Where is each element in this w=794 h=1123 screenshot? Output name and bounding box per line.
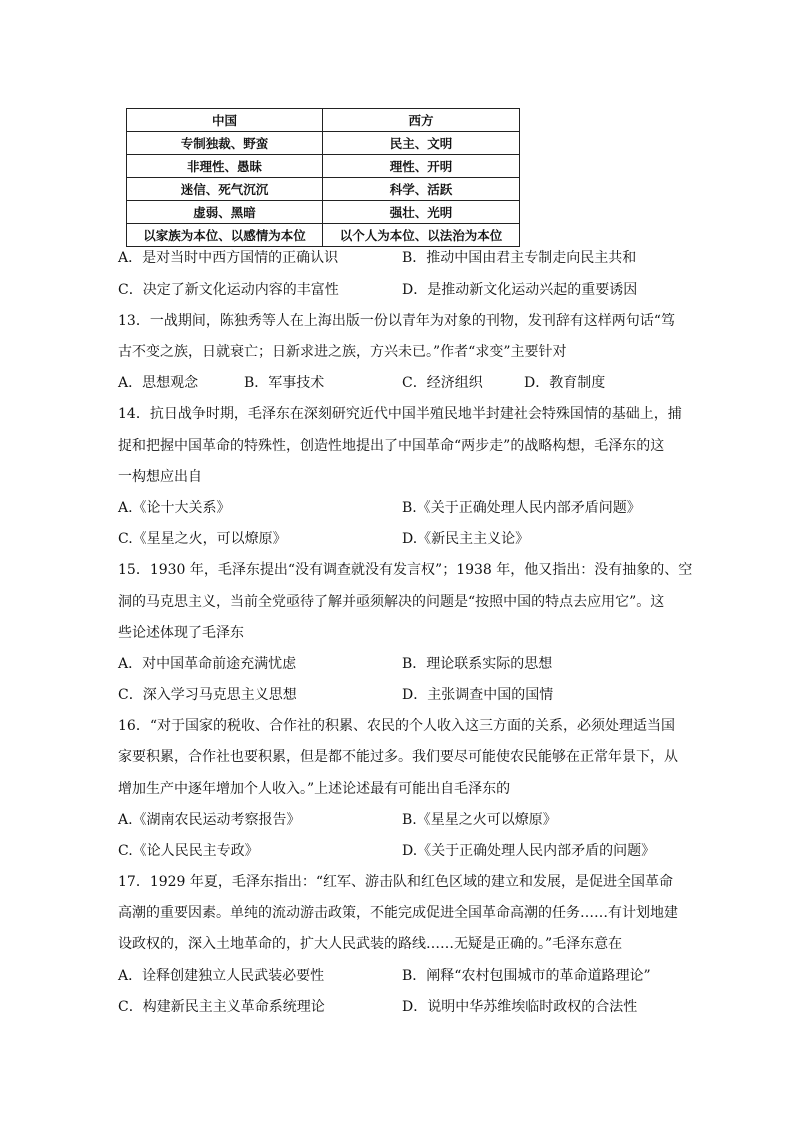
q13-option-c[interactable]: C．经济组织 <box>402 375 483 391</box>
table-cell: 以个人为本位、以法治为本位 <box>323 224 520 247</box>
q15-option-b[interactable]: B．理论联系实际的思想 <box>402 656 553 672</box>
table-cell: 非理性、愚昧 <box>127 155 323 178</box>
china-west-comparison-table <box>126 108 520 247</box>
q14-option-a[interactable]: A.《论十大关系》 <box>118 500 231 516</box>
table-cell: 强壮、光明 <box>323 201 520 224</box>
q13-option-d[interactable]: D．教育制度 <box>524 375 606 391</box>
q12-option-c[interactable]: C．决定了新文化运动内容的丰富性 <box>118 282 339 298</box>
table-cell: 科学、活跃 <box>323 178 520 201</box>
q12-option-b[interactable]: B．推动中国由君主专制走向民主共和 <box>402 250 637 266</box>
q16-option-d[interactable]: D.《关于正确处理人民内部矛盾的问题》 <box>402 843 656 859</box>
table-row <box>127 178 520 201</box>
q17-option-a[interactable]: A．诠释创建独立人民武装必要性 <box>118 968 325 984</box>
q13-option-a[interactable]: A．思想观念 <box>118 375 199 391</box>
table-row <box>127 224 520 247</box>
q16-stem-line3: 增加生产中逐年增加个人收入。”上述论述最有可能出自毛泽东的 <box>118 781 511 797</box>
q17-option-b[interactable]: B．阐释“农村包围城市的革命道路理论” <box>402 968 651 984</box>
q12-option-d[interactable]: D．是推动新文化运动兴起的重要诱因 <box>402 282 638 298</box>
q15-stem-line2: 洞的马克思主义，当前全党亟待了解并亟须解决的问题是“按照中国的特点去应用它”。这 <box>118 594 665 610</box>
q17-stem-line3: 设政权的，深入土地革命的，扩大人民武装的路线……无疑是正确的。”毛泽东意在 <box>118 936 623 952</box>
q15-option-a[interactable]: A．对中国革命前途充满忧虑 <box>118 656 297 672</box>
q16-option-c[interactable]: C.《论人民民主专政》 <box>118 843 259 859</box>
table-row <box>127 132 520 155</box>
q15-stem-line1: 15．1930 年，毛泽东提出“没有调查就没有发言权”；1938 年，他又指出：没有抽象的、空 <box>118 562 693 578</box>
table-header-row <box>127 109 520 132</box>
table-cell: 以家族为本位、以感情为本位 <box>127 224 323 247</box>
q14-option-d[interactable]: D.《新民主主义论》 <box>402 531 530 547</box>
q14-stem-line3: 一构想应出自 <box>118 469 202 485</box>
table-header-cell: 中国 <box>127 109 323 132</box>
q17-stem-line2: 高潮的重要因素。单纯的流动游击政策，不能完成促进全国革命高潮的任务……有计划地建 <box>118 905 678 921</box>
q15-stem-line3: 些论述体现了毛泽东 <box>118 625 244 641</box>
q14-stem-line1: 14．抗日战争时期，毛泽东在深刻研究近代中国半殖民地半封建社会特殊国情的基础上，捕 <box>118 406 682 422</box>
q17-stem-line1: 17．1929 年夏，毛泽东指出：“红军、游击队和红色区域的建立和发展，是促进全国革命 <box>118 874 674 890</box>
q17-option-d[interactable]: D．说明中华苏维埃临时政权的合法性 <box>402 999 638 1015</box>
q13-option-b[interactable]: B．军事技术 <box>244 375 325 391</box>
table-cell: 虚弱、黑暗 <box>127 201 323 224</box>
q17-option-c[interactable]: C．构建新民主主义革命系统理论 <box>118 999 325 1015</box>
table-row <box>127 201 520 224</box>
q16-stem-line2: 家要积累，合作社也要积累，但是都不能过多。我们要尽可能使农民能够在正常年景下，从 <box>118 749 678 765</box>
table-cell: 理性、开明 <box>323 155 520 178</box>
q15-option-d[interactable]: D．主张调查中国的国情 <box>402 687 554 703</box>
table-header-cell: 西方 <box>323 109 520 132</box>
table-cell: 民主、文明 <box>323 132 520 155</box>
q13-stem-line1: 13．一战期间，陈独秀等人在上海出版一份以青年为对象的刊物，发刊辞有这样两句话“笃 <box>118 313 675 329</box>
q16-option-b[interactable]: B.《星星之火可以燎原》 <box>402 812 557 828</box>
q14-stem-line2: 捉和把握中国革命的特殊性，创造性地提出了中国革命“两步走”的战略构想，毛泽东的这 <box>118 438 665 454</box>
q13-stem-line2: 古不变之族，日就衰亡；日新求进之族，方兴未已。”作者“求变”主要针对 <box>118 344 567 360</box>
q15-option-c[interactable]: C．深入学习马克思主义思想 <box>118 687 297 703</box>
table-row <box>127 155 520 178</box>
q14-option-c[interactable]: C.《星星之火，可以燎原》 <box>118 531 287 547</box>
q12-option-a[interactable]: A．是对当时中西方国情的正确认识 <box>118 250 339 266</box>
q14-option-b[interactable]: B.《关于正确处理人民内部矛盾问题》 <box>402 500 641 516</box>
q16-option-a[interactable]: A.《湖南农民运动考察报告》 <box>118 812 301 828</box>
table-cell: 专制独裁、野蛮 <box>127 132 323 155</box>
q16-stem-line1: 16．“对于国家的税收、合作社的积累、农民的个人收入这三方面的关系，必须处理适当国 <box>118 718 675 734</box>
table-cell: 迷信、死气沉沉 <box>127 178 323 201</box>
